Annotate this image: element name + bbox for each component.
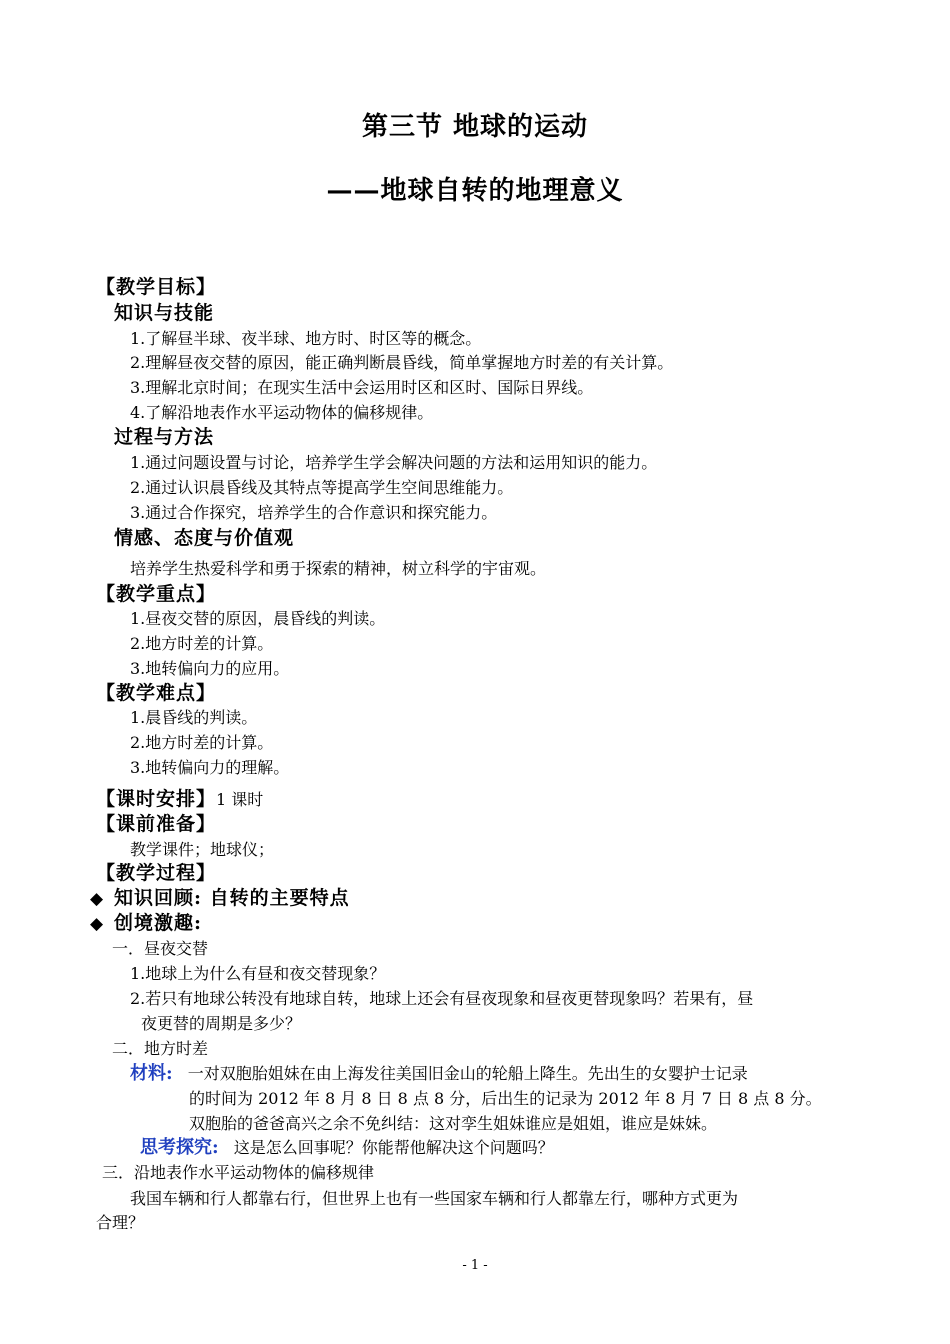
key-points-heading: 【教学重点】 (96, 583, 217, 605)
material-text: 双胞胎的爸爸高兴之余不免纠结：这对孪生姐妹谁应是姐姐，谁应是妹妹。 (189, 1114, 718, 1133)
knowledge-item: 4.了解沿地表作水平运动物体的偏移规律。 (130, 403, 434, 422)
difficulty-item: 3.地转偏向力的理解。 (130, 758, 290, 777)
deflection-text: 我国车辆和行人都靠右行，但世界上也有一些国家车辆和行人都靠左行，哪种方式更为 (130, 1189, 739, 1208)
section-local-time-heading: 二．地方时差 (112, 1039, 209, 1058)
question-item: 2.若只有地球公转没有地球自转，地球上还会有昼夜现象和昼夜更替现象吗？若果有，昼 (130, 989, 754, 1008)
material-text: 的时间为 2012 年 8 月 8 日 8 点 8 分，后出生的记录为 2012 年 8 月 7 日 8 点 8 分。 (189, 1089, 822, 1108)
material-row (130, 1063, 748, 1085)
knowledge-item: 1.了解昼半球、夜半球、地方时、时区等的概念。 (130, 329, 482, 348)
emotion-heading: 情感、态度与价值观 (114, 527, 295, 549)
schedule-heading: 【课时安排】 (96, 788, 217, 810)
schedule-value: 1 课时 (216, 790, 264, 809)
page-subtitle: ——地球自转的地理意义 (326, 176, 624, 206)
think-row (140, 1137, 554, 1159)
bullet-review (90, 887, 350, 910)
bullet-scenario-text: 创境激趣: (114, 912, 203, 934)
key-point-item: 2.地方时差的计算。 (130, 634, 274, 653)
page-title: 第三节 地球的运动 (361, 112, 589, 142)
think-label: 思考探究: (140, 1137, 219, 1158)
preparation-heading: 【课前准备】 (96, 813, 217, 835)
schedule-row (96, 788, 263, 811)
material-label: 材料: (130, 1063, 173, 1084)
question-item-continued: 夜更替的周期是多少？ (141, 1014, 302, 1033)
difficulty-item: 2.地方时差的计算。 (130, 733, 274, 752)
section-day-night-heading: 一．昼夜交替 (112, 939, 209, 958)
difficulties-heading: 【教学难点】 (96, 682, 217, 704)
key-point-item: 3.地转偏向力的应用。 (130, 659, 290, 678)
emotion-text: 培养学生热爱科学和勇于探索的精神，树立科学的宇宙观。 (130, 559, 547, 578)
deflection-text-continued: 合理？ (96, 1213, 145, 1232)
preparation-value: 教学课件；地球仪； (130, 840, 275, 859)
process-item: 2.通过认识晨昏线及其特点等提高学生空间思维能力。 (130, 478, 514, 497)
process-method-heading: 过程与方法 (114, 426, 215, 448)
diamond-bullet-icon: ◆ (90, 889, 105, 909)
objectives-heading: 【教学目标】 (96, 276, 217, 298)
diamond-bullet-icon: ◆ (90, 914, 105, 934)
bullet-review-text: 知识回顾: 自转的主要特点 (114, 887, 350, 909)
question-item: 1.地球上为什么有昼和夜交替现象？ (130, 964, 386, 983)
teaching-process-heading: 【教学过程】 (96, 862, 217, 884)
knowledge-heading: 知识与技能 (114, 302, 215, 324)
material-text: 一对双胞胎姐妹在由上海发往美国旧金山的轮船上降生。先出生的女婴护士记录 (187, 1064, 748, 1083)
section-deflection-heading: 三．沿地表作水平运动物体的偏移规律 (102, 1163, 375, 1182)
key-point-item: 1.昼夜交替的原因，晨昏线的判读。 (130, 609, 386, 628)
knowledge-item: 2.理解昼夜交替的原因，能正确判断晨昏线，简单掌握地方时差的有关计算。 (130, 353, 674, 372)
bullet-scenario (90, 912, 202, 935)
difficulty-item: 1.晨昏线的判读。 (130, 708, 258, 727)
knowledge-item: 3.理解北京时间；在现实生活中会运用时区和区时、国际日界线。 (130, 378, 594, 397)
process-item: 1.通过问题设置与讨论，培养学生学会解决问题的方法和运用知识的能力。 (130, 453, 658, 472)
think-text: 这是怎么回事呢？你能帮他解决这个问题吗？ (233, 1138, 554, 1157)
page-number: - 1 - (462, 1258, 488, 1273)
process-item: 3.通过合作探究，培养学生的合作意识和探究能力。 (130, 503, 498, 522)
